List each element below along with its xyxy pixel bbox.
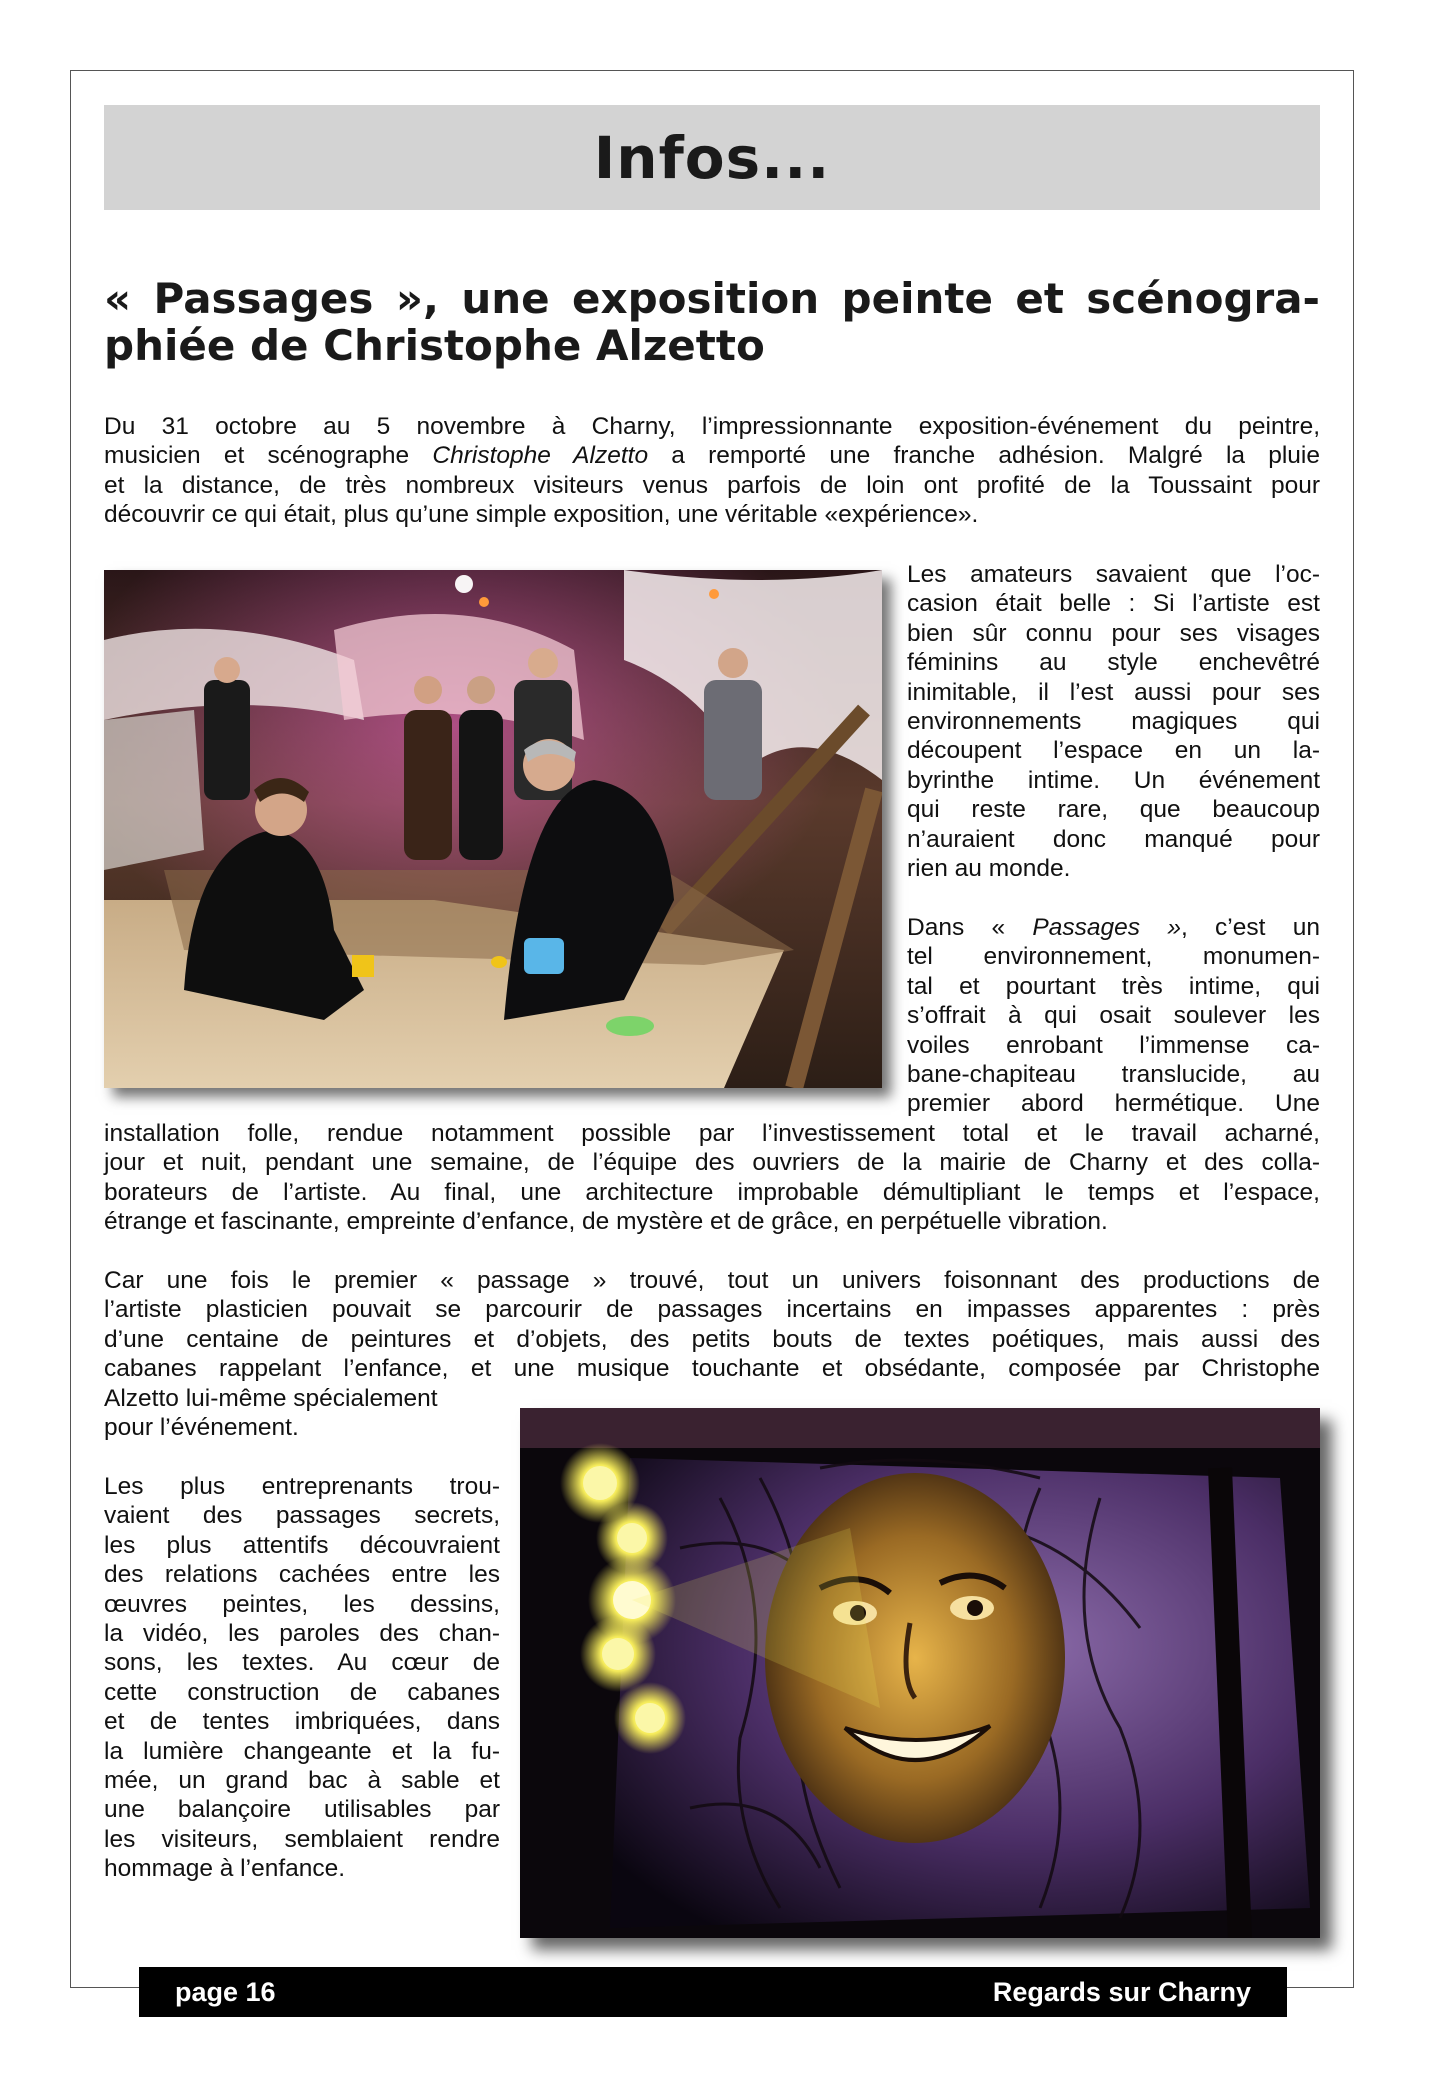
text-line: Car une fois le premier « passage » trouvé, tout un univers foisonnant des productions de <box>104 1267 1320 1294</box>
text-line: la lumière changeante et la fu- <box>104 1737 500 1765</box>
paragraph-passage <box>104 1266 1320 1384</box>
text-line: cabanes rappelant l’enfance, et une musique touchante et obsédante, composée par Christophe <box>104 1355 1320 1383</box>
text-line: inimitable, il l’est aussi pour ses <box>907 678 1320 706</box>
intro-text: a remporté une franche adhésion. Malgré la pluie <box>648 442 1320 470</box>
text-line: installation folle, rendue notamment possible par l’investissement total et le travail acharné, <box>104 1120 1320 1147</box>
text-line: pour l’événement. <box>104 1414 299 1442</box>
text-line: tel environnement, monumen- <box>907 943 1320 971</box>
text-line: tal et pourtant très intime, qui <box>907 972 1320 1000</box>
artist-name: Christophe Alzetto <box>432 442 649 470</box>
text-line: sons, les textes. Au cœur de <box>104 1649 500 1677</box>
right-column-paragraph-1 <box>907 560 1320 883</box>
text-line: bien sûr connu pour ses visages <box>907 619 1320 647</box>
painted-face-image <box>520 1408 1320 1938</box>
intro-line: Du 31 octobre au 5 novembre à Charny, l’impressionnante exposition-événement du peintre, <box>104 413 1320 440</box>
text-line: environnements magiques qui <box>907 708 1320 736</box>
article-title-line-2: phiée de Christophe Alzetto <box>104 321 765 370</box>
text-line: des relations cachées entre les <box>104 1561 500 1589</box>
article-title <box>104 275 1320 369</box>
text-line: Alzetto lui-même spécialement <box>104 1385 438 1412</box>
text-line: n’auraient donc manqué pour <box>907 825 1320 853</box>
section-title: Infos... <box>593 123 831 192</box>
text-line: et de tentes imbriquées, dans <box>104 1708 500 1736</box>
article-title-line-1: « Passages », une exposition peinte et scénogra- <box>104 274 1320 323</box>
page-footer <box>139 1967 1287 2017</box>
text-line: hommage à l’enfance. <box>104 1855 346 1883</box>
text-line: s’offrait à qui osait soulever les <box>907 1002 1320 1030</box>
text-line: œuvres peintes, les dessins, <box>104 1590 500 1618</box>
text-line: la vidéo, les paroles des chan- <box>104 1620 500 1648</box>
text-line: byrinthe intime. Un événement <box>907 766 1320 794</box>
text-line: jour et nuit, pendant une semaine, de l’équipe des ouvriers de la mairie de Charny et des colla- <box>104 1149 1320 1177</box>
text-line: cette construction de cabanes <box>104 1678 500 1706</box>
intro-text: musicien et scénographe <box>104 442 433 470</box>
text-line: rien au monde. <box>907 855 1071 883</box>
text-run: Dans « <box>907 914 1033 941</box>
painted-face-photo <box>520 1408 1320 1938</box>
text-line: féminins au style enchevêtré <box>907 649 1320 677</box>
publication-name: Regards sur Charny <box>992 1976 1251 2007</box>
intro-line <box>104 441 1320 470</box>
sandbox-photo-image <box>104 570 882 1088</box>
text-line: Les amateurs savaient que l’oc- <box>907 561 1320 588</box>
paragraph-passage-end <box>104 1384 500 1443</box>
text-line: vaient des passages secrets, <box>104 1502 500 1530</box>
text-line: mée, un grand bac à sable et <box>104 1767 500 1795</box>
paragraph-installation <box>104 1119 1320 1237</box>
text-line: qui reste rare, que beaucoup <box>907 796 1320 824</box>
text-line: étrange et fascinante, empreinte d’enfance, de mystère et de grâce, en perpétuelle vibration. <box>104 1208 1108 1236</box>
intro-line: découvrir ce qui était, plus qu’une simple exposition, une véritable «expérience». <box>104 501 979 529</box>
text-line: une balançoire utilisables par <box>104 1796 500 1824</box>
right-column-paragraph-2 <box>907 913 1320 1119</box>
text-line: casion était belle : Si l’artiste est <box>907 590 1320 618</box>
text-line: borateurs de l’artiste. Au final, une architecture improbable démultipliant le temps et l’espace, <box>104 1178 1320 1206</box>
section-header <box>104 105 1320 210</box>
text-line: d’une centaine de peintures et d’objets, des petits bouts de textes poétiques, mais aussi des <box>104 1325 1320 1353</box>
text-line: Les plus entreprenants trou- <box>104 1473 500 1500</box>
text-line: bane-chapiteau translucide, au <box>907 1061 1320 1089</box>
text-line: voiles enrobant l’immense ca- <box>907 1031 1320 1059</box>
text-line: les plus attentifs découvraient <box>104 1531 500 1559</box>
intro-paragraph <box>104 412 1320 530</box>
paragraph-entreprenants <box>104 1472 500 1884</box>
text-line <box>907 913 1320 942</box>
text-line: les visiteurs, semblaient rendre <box>104 1825 500 1853</box>
intro-line: et la distance, de très nombreux visiteurs venus parfois de loin ont profité de la Toussaint pour <box>104 471 1320 499</box>
text-line: premier abord hermétique. Une <box>907 1090 1320 1118</box>
exhibition-sandbox-photo <box>104 570 882 1088</box>
text-run: , c’est un <box>1180 914 1320 941</box>
exhibition-name: Passages » <box>1032 914 1181 941</box>
text-line: découpent l’espace en un la- <box>907 737 1320 765</box>
text-line: l’artiste plasticien pouvait se parcourir de passages incertains en impasses apparentes : près <box>104 1296 1320 1324</box>
page-number: page 16 <box>175 1976 276 2007</box>
